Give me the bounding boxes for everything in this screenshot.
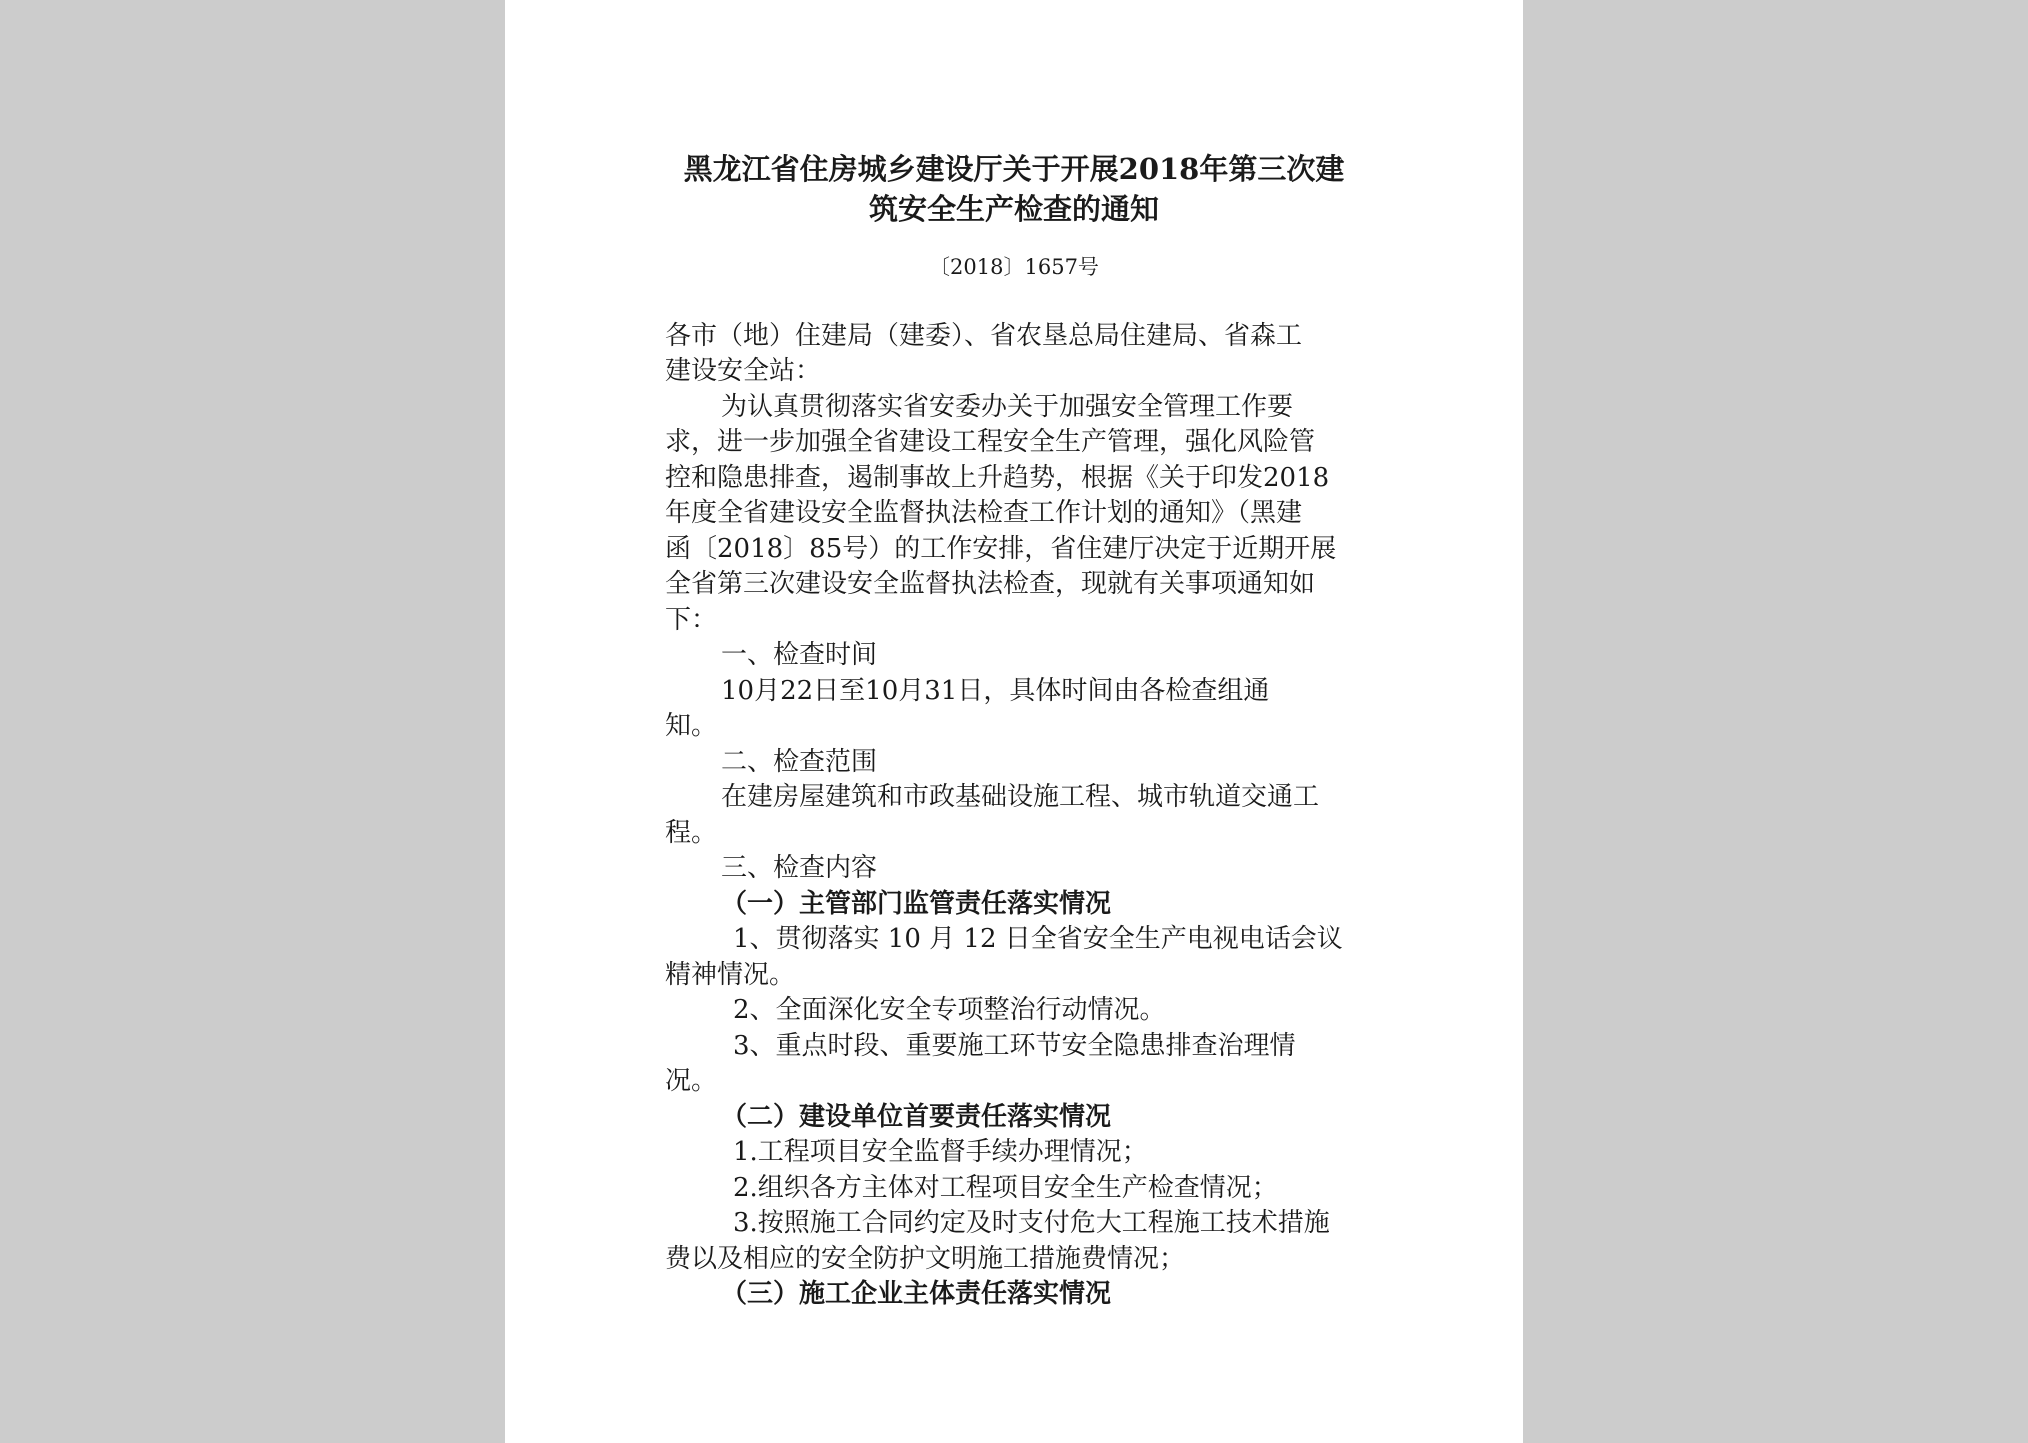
body-line: 函〔2018〕85号）的工作安排，省住建厅决定于近期开展 xyxy=(665,534,1337,564)
subsection-heading: （一）主管部门监管责任落实情况 xyxy=(721,889,1112,919)
list-item: 3.按照施工合同约定及时支付危大工程施工技术措施 xyxy=(733,1208,1330,1238)
list-item: 1.工程项目安全监督手续办理情况； xyxy=(733,1137,1148,1167)
subsection-heading: （二）建设单位首要责任落实情况 xyxy=(721,1102,1112,1132)
list-item-continued: 况。 xyxy=(665,1066,718,1096)
body-line: 求，进一步加强全省建设工程安全生产管理，强化风险管 xyxy=(665,427,1316,457)
body-line: 下： xyxy=(665,605,718,635)
body-line: 全省第三次建设安全监督执法检查，现就有关事项通知如 xyxy=(665,569,1316,599)
section-heading: 三、检查内容 xyxy=(721,853,878,883)
document-title-line-2: 筑安全生产检查的通知 xyxy=(868,192,1159,226)
list-item: 2.组织各方主体对工程项目安全生产检查情况； xyxy=(733,1173,1278,1203)
document-number: 〔2018〕1657号 xyxy=(929,255,1099,279)
list-item-continued: 精神情况。 xyxy=(665,960,796,990)
body-line: 10月22日至10月31日，具体时间由各检查组通 xyxy=(721,676,1270,706)
body-line: 控和隐患排查，遏制事故上升趋势，根据《关于印发2018 xyxy=(665,463,1330,493)
list-item: 2、全面深化安全专项整治行动情况。 xyxy=(733,995,1166,1025)
body-line: 年度全省建设安全监督执法检查工作计划的通知》（黑建 xyxy=(665,498,1303,528)
list-item-continued: 费以及相应的安全防护文明施工措施费情况； xyxy=(665,1244,1186,1274)
document-title-line-1: 黑龙江省住房城乡建设厅关于开展2018年第三次建 xyxy=(683,152,1345,186)
body-line: 知。 xyxy=(665,711,718,741)
section-heading: 二、检查范围 xyxy=(721,747,878,777)
body-line: 为认真贯彻落实省安委办关于加强安全管理工作要 xyxy=(721,392,1294,422)
list-item: 1、贯彻落实 10 月 12 日全省安全生产电视电话会议 xyxy=(733,924,1343,954)
list-item: 3、重点时段、重要施工环节安全隐患排查治理情 xyxy=(733,1031,1296,1061)
addressee-line: 建设安全站： xyxy=(665,356,822,386)
body-line: 在建房屋建筑和市政基础设施工程、城市轨道交通工 xyxy=(721,782,1320,812)
section-heading: 一、检查时间 xyxy=(721,640,878,670)
subsection-heading: （三）施工企业主体责任落实情况 xyxy=(721,1279,1112,1309)
addressee-line: 各市（地）住建局（建委）、省农垦总局住建局、省森工 xyxy=(665,321,1303,351)
document-page xyxy=(505,0,1523,1443)
body-line: 程。 xyxy=(665,818,718,848)
